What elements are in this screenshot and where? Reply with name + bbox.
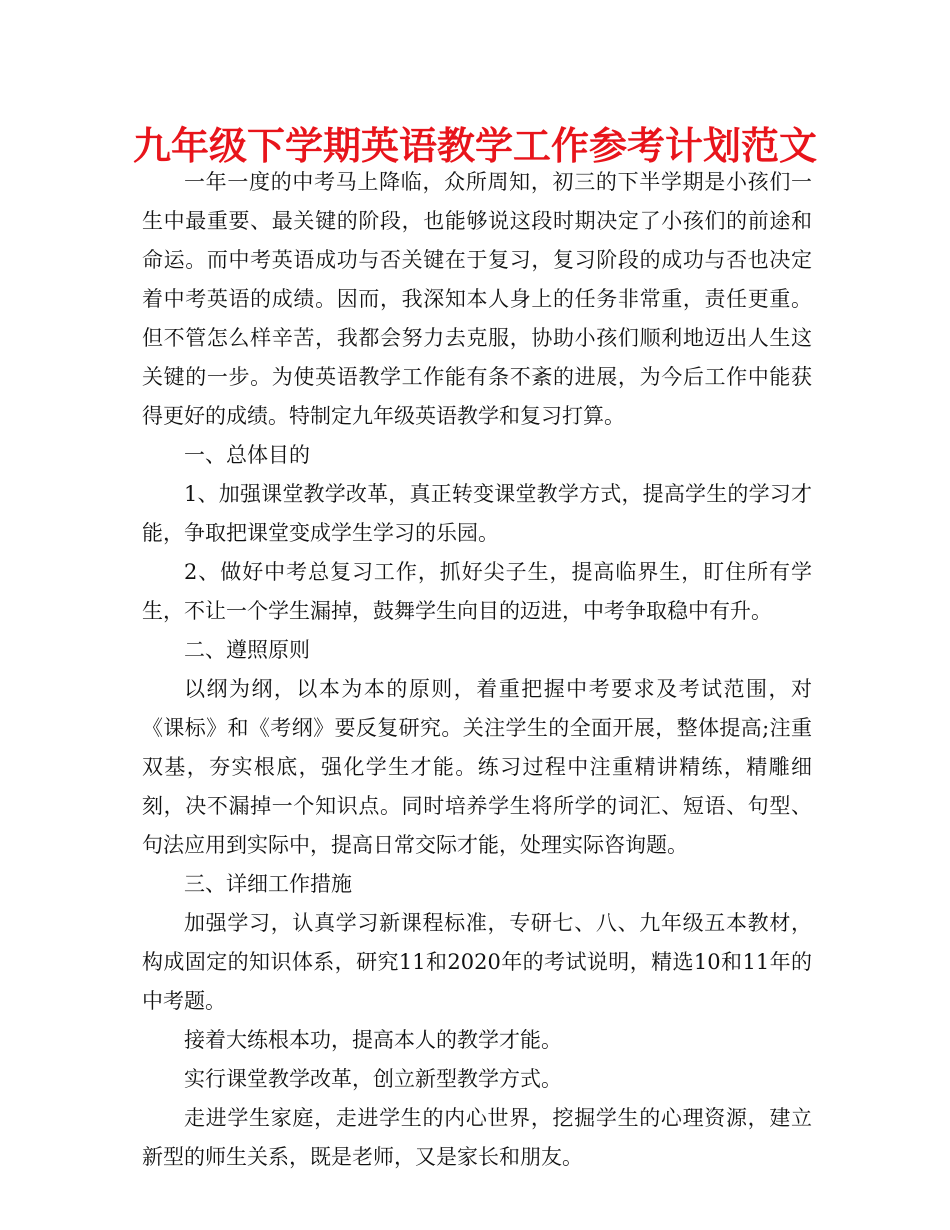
principles-paragraph: 以纲为纲，以本为本的原则，着重把握中考要求及考试范围，对《课标》和《考纲》要反复研究。关注学生的全面开展，整体提高;注重双基，夯实根底，强化学生才能。练习过程中注重精讲精练，精雕细刻，决不漏掉一个知识点。同时培养学生将所学的词汇、短语、句型、句法应用到实际中，提高日常交际才能，处理实际咨询题。 bbox=[142, 677, 812, 857]
measure-paragraph-4: 走进学生家庭，走进学生的内心世界，挖掘学生的心理资源，建立新型的师生关系，既是老师，又是家长和朋友。 bbox=[142, 1106, 812, 1169]
measure-paragraph-2: 接着大练根本功，提高本人的教学才能。 bbox=[184, 1028, 562, 1052]
goal-item-2: 2、做好中考总复习工作，抓好尖子生，提高临界生，盯住所有学生，不让一个学生漏掉，鼓舞学生向目的迈进，中考争取稳中有升。 bbox=[142, 560, 812, 623]
document-body bbox=[142, 163, 812, 1177]
measure-paragraph-1: 加强学习，认真学习新课程标准，专研七、八、九年级五本教材，构成固定的知识体系，研究11和2020年的考试说明，精选10和11年的中考题。 bbox=[142, 911, 812, 1013]
document-title: 九年级下学期英语教学工作参考计划范文 bbox=[132, 123, 817, 168]
section-heading-principles: 二、遵照原则 bbox=[184, 638, 310, 662]
measure-paragraph-3: 实行课堂教学改革，创立新型教学方式。 bbox=[184, 1067, 562, 1091]
section-heading-overall-goals: 一、总体目的 bbox=[184, 443, 310, 467]
intro-paragraph: 一年一度的中考马上降临，众所周知，初三的下半学期是小孩们一生中最重要、最关键的阶段，也能够说这段时期决定了小孩们的前途和命运。而中考英语成功与否关键在于复习，复习阶段的成功与否也决定着中考英语的成绩。因而，我深知本人身上的任务非常重，责任更重。但不管怎么样辛苦，我都会努力去克服，协助小孩们顺利地迈出人生这关键的一步。为使英语教学工作能有条不紊的进展，为今后工作中能获得更好的成绩。特制定九年级英语教学和复习打算。 bbox=[142, 170, 812, 428]
goal-item-1: 1、加强课堂教学改革，真正转变课堂教学方式，提高学生的学习才能，争取把课堂变成学生学习的乐园。 bbox=[142, 482, 812, 545]
section-heading-measures: 三、详细工作措施 bbox=[184, 872, 352, 896]
